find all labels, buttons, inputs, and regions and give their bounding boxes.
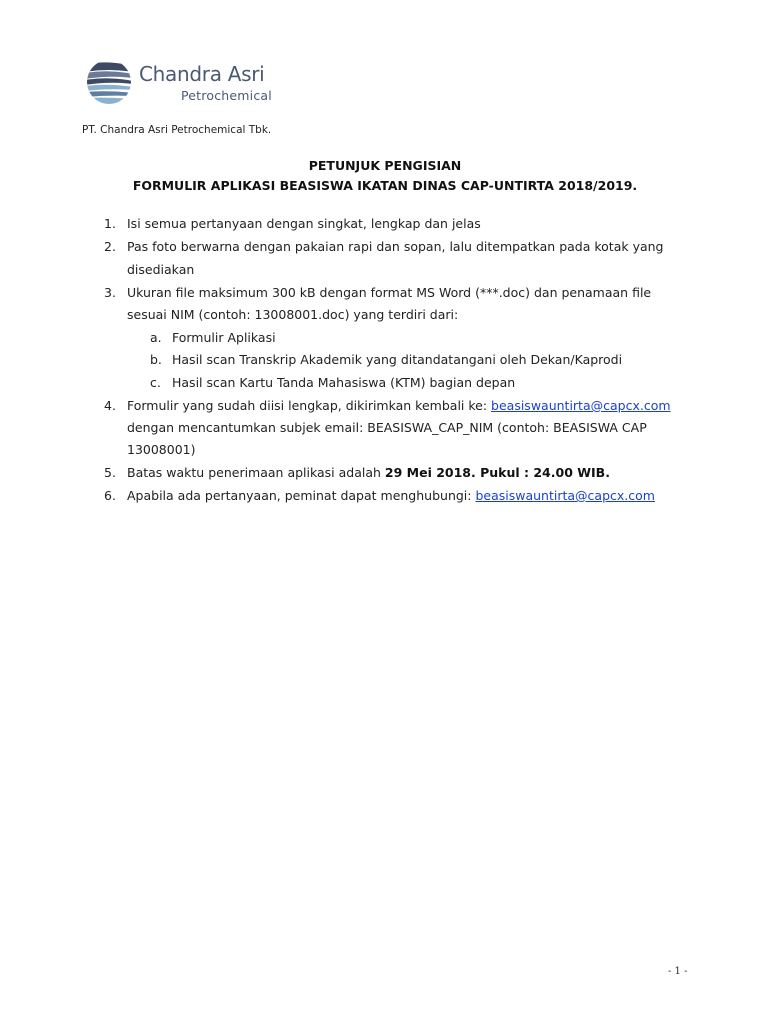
email-link[interactable]: beasiswauntirta@capcx.com [491,398,671,413]
list-item-text: Ukuran file maksimum 300 kB dengan format MS Word (***.doc) dan penamaan file [127,285,652,300]
page-subtitle: FORMULIR APLIKASI BEASISWA IKATAN DINAS CAP-UNTIRTA 2018/2019. [132,178,638,193]
list-item-number: 2. [104,239,116,254]
list-item-number: 4. [104,398,116,413]
sub-item-letter: a. [150,330,162,345]
company-name: PT. Chandra Asri Petrochemical Tbk. [82,124,272,136]
list-item-text: Pas foto berwarna dengan pakaian rapi dan sopan, lalu ditempatkan pada kotak yang [127,239,664,254]
sub-item-text: Hasil scan Transkrip Akademik yang ditandatangani oleh Dekan/Kaprodi [172,352,623,367]
list-item-text: 13008001) [127,442,196,457]
list-item-text: Isi semua pertanyaan dengan singkat, lengkap dan jelas [127,216,481,231]
sub-item-text: Formulir Aplikasi [172,330,276,345]
sub-item-text: Hasil scan Kartu Tanda Mahasiswa (KTM) bagian depan [172,375,516,390]
list-item-prefix: Apabila ada pertanyaan, peminat dapat menghubungi: [127,488,476,503]
list-item-text [127,465,610,480]
logo-name: Chandra Asri [139,62,265,86]
deadline-text: 29 Mei 2018. Pukul : 24.00 WIB. [384,465,610,480]
list-item-text [127,488,655,503]
sub-item-letter: b. [150,352,162,367]
list-item-text: dengan mencantumkan subjek email: BEASISWA_CAP_NIM (contoh: BEASISWA CAP [127,420,647,435]
list-item-text [127,398,671,413]
globe-icon [85,58,133,106]
company-logo [85,58,305,108]
list-item-prefix: Batas waktu penerimaan aplikasi adalah [127,465,385,480]
page-title: PETUNJUK PENGISIAN [308,158,462,173]
list-item-number: 5. [104,465,116,480]
page-number: - 1 - [668,966,688,977]
list-item-prefix: Formulir yang sudah diisi lengkap, dikirimkan kembali ke: [127,398,492,413]
logo-subtitle: Petrochemical [181,88,272,103]
sub-item-letter: c. [150,375,161,390]
list-item-number: 1. [104,216,116,231]
list-item-number: 6. [104,488,116,503]
list-item-text: sesuai NIM (contoh: 13008001.doc) yang terdiri dari: [127,307,459,322]
list-item-number: 3. [104,285,116,300]
list-item-text: disediakan [127,262,195,277]
email-link[interactable]: beasiswauntirta@capcx.com [475,488,655,503]
